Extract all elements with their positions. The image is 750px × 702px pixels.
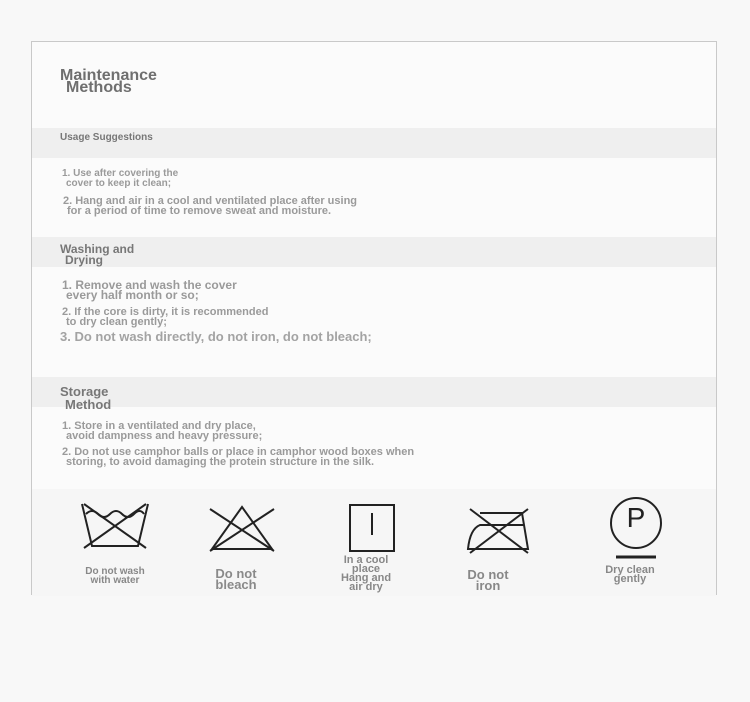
washing-item-1: 1. Remove and wash the cover every half month or so; (62, 278, 237, 302)
dry-clean-caption: Dry clean gently (605, 564, 655, 585)
dry-clean-letter: P (626, 502, 646, 533)
maintenance-card (31, 41, 717, 595)
usage-item-2: 2. Hang and air in a cool and ventilated place after using for a period of time to remove sweat and moisture. (63, 195, 358, 217)
dry-clean-icon (606, 497, 666, 561)
usage-heading: Usage Suggestions (60, 132, 153, 143)
page-title (60, 67, 157, 96)
title-line-2: Methods (66, 79, 132, 96)
line-dry-caption: In a cool place Hang and air dry (340, 554, 392, 593)
no-iron-caption: Do not iron (467, 567, 509, 593)
no-bleach-caption: Do not bleach (215, 566, 257, 592)
no-wash-icon (78, 498, 152, 552)
no-wash-caption: Do not wash with water (85, 566, 145, 586)
washing-item-2: 2. If the core is dirty, it is recommended to dry clean gently; (62, 306, 269, 328)
line-dry-icon (348, 503, 396, 553)
storage-heading: Storage Method (60, 384, 112, 412)
usage-item-1: 1. Use after covering the cover to keep it clean; (62, 168, 179, 189)
storage-item-1: 1. Store in a ventilated and dry place, avoid dampness and heavy pressure; (62, 420, 263, 442)
no-iron-icon (462, 505, 534, 555)
storage-section-band (32, 377, 716, 407)
care-symbols-row (32, 489, 716, 596)
title-line-1: Maintenance (60, 67, 157, 84)
washing-item-3: 3. Do not wash directly, do not iron, do not bleach; (60, 329, 372, 344)
storage-item-2: 2. Do not use camphor balls or place in camphor wood boxes when storing, to avoid damaging the protein structure in the silk. (62, 446, 415, 468)
no-bleach-icon (208, 505, 276, 553)
washing-heading: Washing and Drying (60, 242, 135, 267)
washing-section-band (32, 237, 716, 267)
